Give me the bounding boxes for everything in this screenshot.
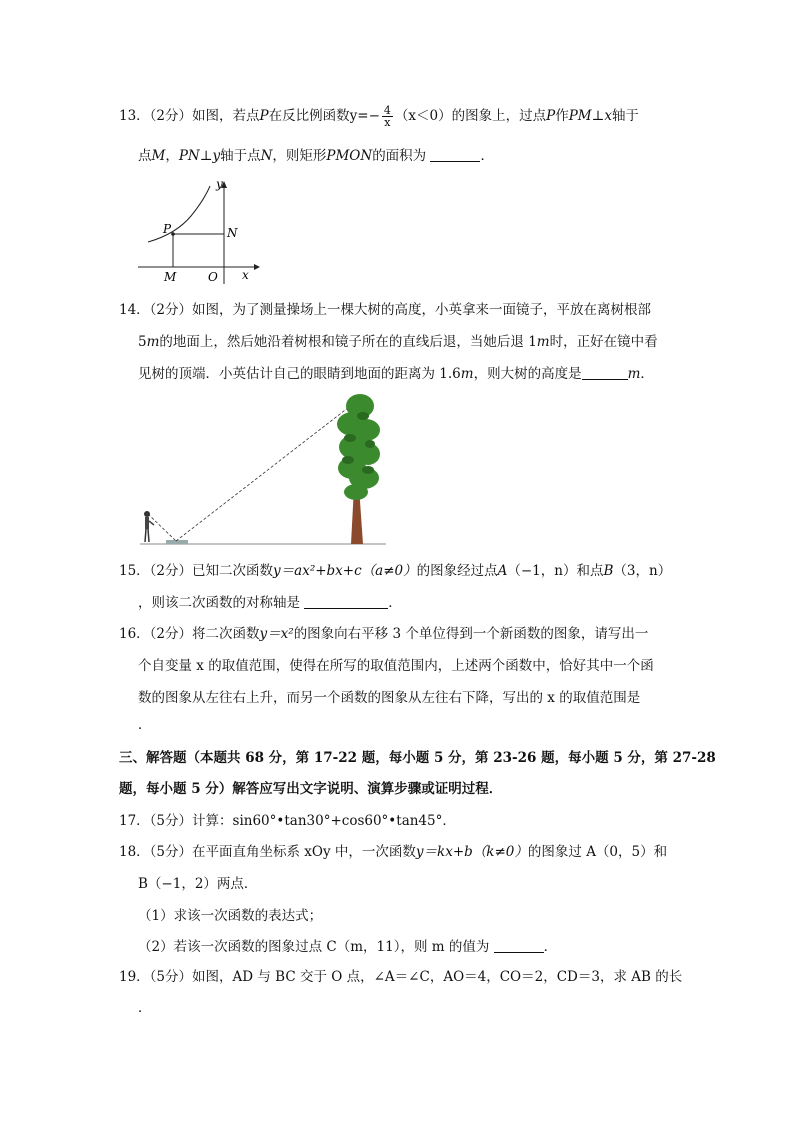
q14-line1: 14．（2分）如图，为了测量操场上一棵大树的高度，小英拿来一面镜子，平放在离树根部 <box>119 302 652 318</box>
q14-line3: 见树的顶端．小英估计自己的眼睛到地面的距离为 1.6m，则大树的高度是 m． <box>138 366 654 382</box>
answer-blank-q13[interactable] <box>430 147 480 162</box>
q14-tree-mirror-figure <box>138 392 388 552</box>
q16-line4: ． <box>138 717 152 733</box>
answer-blank-q15[interactable] <box>304 594 388 609</box>
girl-figure <box>144 511 154 542</box>
q18-line1: 18．（5分）在平面直角坐标系 xOy 中，一次函数y＝kx+b（k≠0）的图象过 A（0，5）和 <box>119 844 668 860</box>
q19-line2: ． <box>138 1000 152 1016</box>
q15-line1: 15．（2分）已知二次函数y＝ax²+bx+c（a≠0）的图象经过点A（−1，n）和点B（3，n） <box>119 563 672 579</box>
q13-graph-figure <box>136 176 276 288</box>
q13-line1: 13．（2分）如图，若点P在反比例函数y=− $\frac{4}{x}$ （x＜0）的图象上，过点P作PM⊥x轴于 <box>119 104 639 129</box>
answer-blank-q18[interactable] <box>494 938 544 953</box>
tree-foliage <box>337 394 380 500</box>
q18-sub2: （2）若该一次函数的图象过点 C（m，11），则 m 的值为 ． <box>138 939 558 955</box>
section3-heading-line1: 三、解答题（本题共 68 分，第 17-22 题，每小题 5 分，第 23-26 题，每小题 5 分，第 27-28 <box>119 750 716 766</box>
answer-blank-q14[interactable] <box>582 365 628 380</box>
section3-heading-line2: 题，每小题 5 分）解答应写出文字说明、演算步骤或证明过程． <box>119 781 503 797</box>
q15-line2: ，则该二次函数的对称轴是 ． <box>138 595 402 611</box>
fraction-4-over-x: $\frac{4}{x}$ <box>383 104 391 129</box>
label-N: N <box>227 226 238 240</box>
q13-line2: 点M，PN⊥y轴于点N，则矩形PMON的面积为 ． <box>138 148 494 164</box>
label-M: M <box>164 270 177 284</box>
q16-line2: 个自变量 x 的取值范围，使得在所写的取值范围内，上述两个函数中，恰好其中一个函 <box>138 658 654 674</box>
q16-line1: 16．（2分）将二次函数y＝x²的图象向右平移 3 个单位得到一个新函数的图象，请写出一 <box>119 626 649 642</box>
label-P: P <box>163 222 172 236</box>
q14-line2: 5m的地面上，然后她沿着树根和镜子所在的直线后退，当她后退 1m时，正好在镜中看 <box>138 334 658 350</box>
label-x: x <box>242 268 249 282</box>
q18-line2: B（−1，2）两点． <box>138 876 258 892</box>
label-O: O <box>208 270 218 284</box>
q19-line1: 19．（5分）如图，AD 与 BC 交于 O 点，∠A＝∠C，AO＝4，CO＝2，CD＝3，求 AB 的长 <box>119 969 683 985</box>
q16-line3: 数的图象从左往右上升，而另一个函数的图象从左往右下降，写出的 x 的取值范围是 <box>138 690 641 706</box>
q17-line1: 17．（5分）计算：sin60°•tan30°+cos60°•tan45°． <box>119 813 456 829</box>
label-y: y <box>216 177 223 191</box>
q18-sub1: （1）求该一次函数的表达式； <box>138 908 323 924</box>
